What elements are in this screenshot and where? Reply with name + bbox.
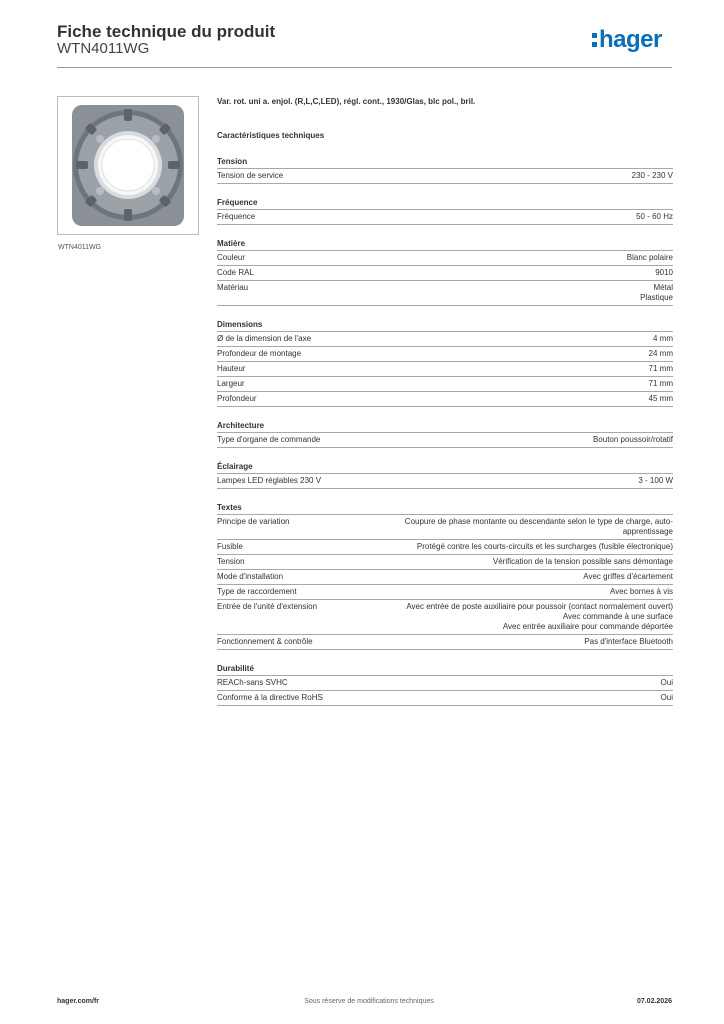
- spec-section: [217, 502, 673, 650]
- spec-value: [639, 394, 673, 404]
- spec-value-line: 230 - 230 V: [631, 171, 673, 180]
- spec-value: [639, 349, 673, 359]
- spec-value-line: Avec commande à une surface: [562, 612, 673, 621]
- spec-label: Code RAL: [217, 268, 254, 277]
- spec-row: [217, 347, 673, 362]
- section-title: Architecture: [217, 420, 673, 433]
- spec-value: [639, 379, 673, 389]
- spec-row: [217, 600, 673, 635]
- spec-value: [573, 572, 673, 582]
- spec-value: [630, 283, 673, 303]
- product-image: [57, 96, 199, 235]
- spec-value: [483, 557, 673, 567]
- spec-row: [217, 377, 673, 392]
- spec-row: [217, 585, 673, 600]
- spec-label: Couleur: [217, 253, 246, 262]
- spec-content: [217, 96, 673, 719]
- spec-value-line: Plastique: [640, 293, 673, 302]
- spec-section: [217, 461, 673, 489]
- spec-value: [639, 364, 673, 374]
- spec-value-line: Vérification de la tension possible sans démontage: [492, 557, 673, 566]
- spec-section: [217, 156, 673, 184]
- spec-value: [583, 435, 673, 445]
- spec-value-line: 24 mm: [648, 349, 673, 358]
- spec-value: [574, 637, 673, 647]
- spec-label: Matériau: [217, 283, 249, 292]
- spec-value-line: apprentissage: [622, 527, 673, 536]
- product-code: WTN4011WG: [57, 40, 150, 57]
- spec-label: Tension: [217, 557, 245, 566]
- spec-value: [396, 602, 673, 632]
- spec-value: [407, 542, 673, 552]
- spec-value: [643, 334, 673, 344]
- logo-colon-icon: [592, 31, 597, 49]
- spec-value-line: Pas d'interface Bluetooth: [584, 637, 673, 646]
- spec-value-line: Protégé contre les courts-circuits et les surcharges (fusible électronique): [416, 542, 673, 551]
- spec-value: [651, 678, 673, 688]
- section-title: Tension: [217, 156, 673, 169]
- spec-label: Type de raccordement: [217, 587, 297, 596]
- spec-sections: [217, 156, 673, 706]
- spec-label: Type d'organe de commande: [217, 435, 321, 444]
- spec-label: Profondeur de montage: [217, 349, 302, 358]
- spec-value: [395, 517, 673, 537]
- hager-logo: [592, 26, 662, 54]
- spec-label: Entrée de l'unité d'extension: [217, 602, 318, 611]
- footer-notice: Sous réserve de modifications techniques: [304, 998, 434, 1005]
- section-title: Fréquence: [217, 197, 673, 210]
- spec-row: [217, 251, 673, 266]
- spec-label: Fonctionnement & contrôle: [217, 637, 313, 646]
- spec-value-line: Blanc polaire: [626, 253, 673, 262]
- spec-row: [217, 433, 673, 448]
- spec-row: [217, 515, 673, 540]
- spec-value: [628, 476, 673, 486]
- section-title: Textes: [217, 502, 673, 515]
- spec-value: [600, 587, 673, 597]
- spec-section: [217, 663, 673, 706]
- spec-value-line: Bouton poussoir/rotatif: [592, 435, 673, 444]
- page-title: Fiche technique du produit: [57, 22, 276, 41]
- spec-value-line: 9010: [655, 268, 673, 277]
- spec-section: [217, 197, 673, 225]
- spec-value: [651, 693, 673, 703]
- spec-value-line: 71 mm: [648, 364, 673, 373]
- spec-label: Largeur: [217, 379, 245, 388]
- header-divider: [57, 67, 672, 68]
- spec-label: Lampes LED réglables 230 V: [217, 476, 322, 485]
- spec-value-line: Avec bornes à vis: [610, 587, 673, 596]
- spec-value-line: Métal: [653, 283, 673, 292]
- dimmer-product-icon: [58, 97, 198, 234]
- spec-label: Fréquence: [217, 212, 256, 221]
- spec-label: Fusible: [217, 542, 243, 551]
- spec-label: Hauteur: [217, 364, 246, 373]
- characteristics-heading: Caractéristiques techniques: [217, 131, 325, 140]
- spec-row: [217, 691, 673, 706]
- spec-row: [217, 540, 673, 555]
- spec-value-line: 4 mm: [653, 334, 673, 343]
- spec-section: [217, 420, 673, 448]
- spec-row: [217, 555, 673, 570]
- spec-label: Profondeur: [217, 394, 257, 403]
- spec-value-line: Oui: [660, 678, 673, 687]
- spec-label: REACh-sans SVHC: [217, 678, 288, 687]
- spec-row: [217, 474, 673, 489]
- section-title: Durabilité: [217, 663, 673, 676]
- image-caption: WTN4011WG: [58, 244, 102, 251]
- spec-row: [217, 210, 673, 225]
- spec-section: [217, 319, 673, 407]
- logo-text: hager: [599, 26, 662, 53]
- spec-row: [217, 169, 673, 184]
- spec-section: [217, 238, 673, 306]
- spec-value: [617, 253, 673, 263]
- spec-label: Tension de service: [217, 171, 284, 180]
- section-title: Matière: [217, 238, 673, 251]
- spec-row: [217, 362, 673, 377]
- spec-value-line: 71 mm: [648, 379, 673, 388]
- footer-website: hager.com/fr: [57, 998, 100, 1005]
- spec-value-line: Coupure de phase montante ou descendante selon le type de charge, auto-: [404, 517, 673, 526]
- spec-value-line: Avec griffes d'écartement: [583, 572, 673, 581]
- spec-value: [622, 171, 673, 181]
- spec-value: [626, 212, 673, 222]
- spec-value: [645, 268, 673, 278]
- spec-label: Conforme à la directive RoHS: [217, 693, 323, 702]
- spec-row: [217, 570, 673, 585]
- footer-date: 07.02.2026: [636, 998, 672, 1005]
- section-title: Dimensions: [217, 319, 673, 332]
- spec-label: Ø de la dimension de l'axe: [217, 334, 312, 343]
- spec-value-line: 3 - 100 W: [638, 476, 673, 485]
- spec-row: [217, 266, 673, 281]
- spec-row: [217, 676, 673, 691]
- spec-row: [217, 332, 673, 347]
- spec-row: [217, 392, 673, 407]
- spec-row: [217, 635, 673, 650]
- spec-value-line: Oui: [660, 693, 673, 702]
- spec-value-line: 45 mm: [648, 394, 673, 403]
- spec-label: Mode d'installation: [217, 572, 284, 581]
- spec-label: Principe de variation: [217, 517, 290, 526]
- spec-row: [217, 281, 673, 306]
- spec-value-line: Avec entrée auxiliaire pour commande déportée: [502, 622, 673, 631]
- spec-value-line: Avec entrée de poste auxiliaire pour poussoir (contact normalement ouvert): [406, 602, 673, 611]
- spec-value-line: 50 - 60 Hz: [636, 212, 673, 221]
- product-description: Var. rot. uni a. enjol. (R,L,C,LED), régl. cont., 1930/Glas, blc pol., bril.: [217, 97, 476, 106]
- section-title: Éclairage: [217, 461, 673, 474]
